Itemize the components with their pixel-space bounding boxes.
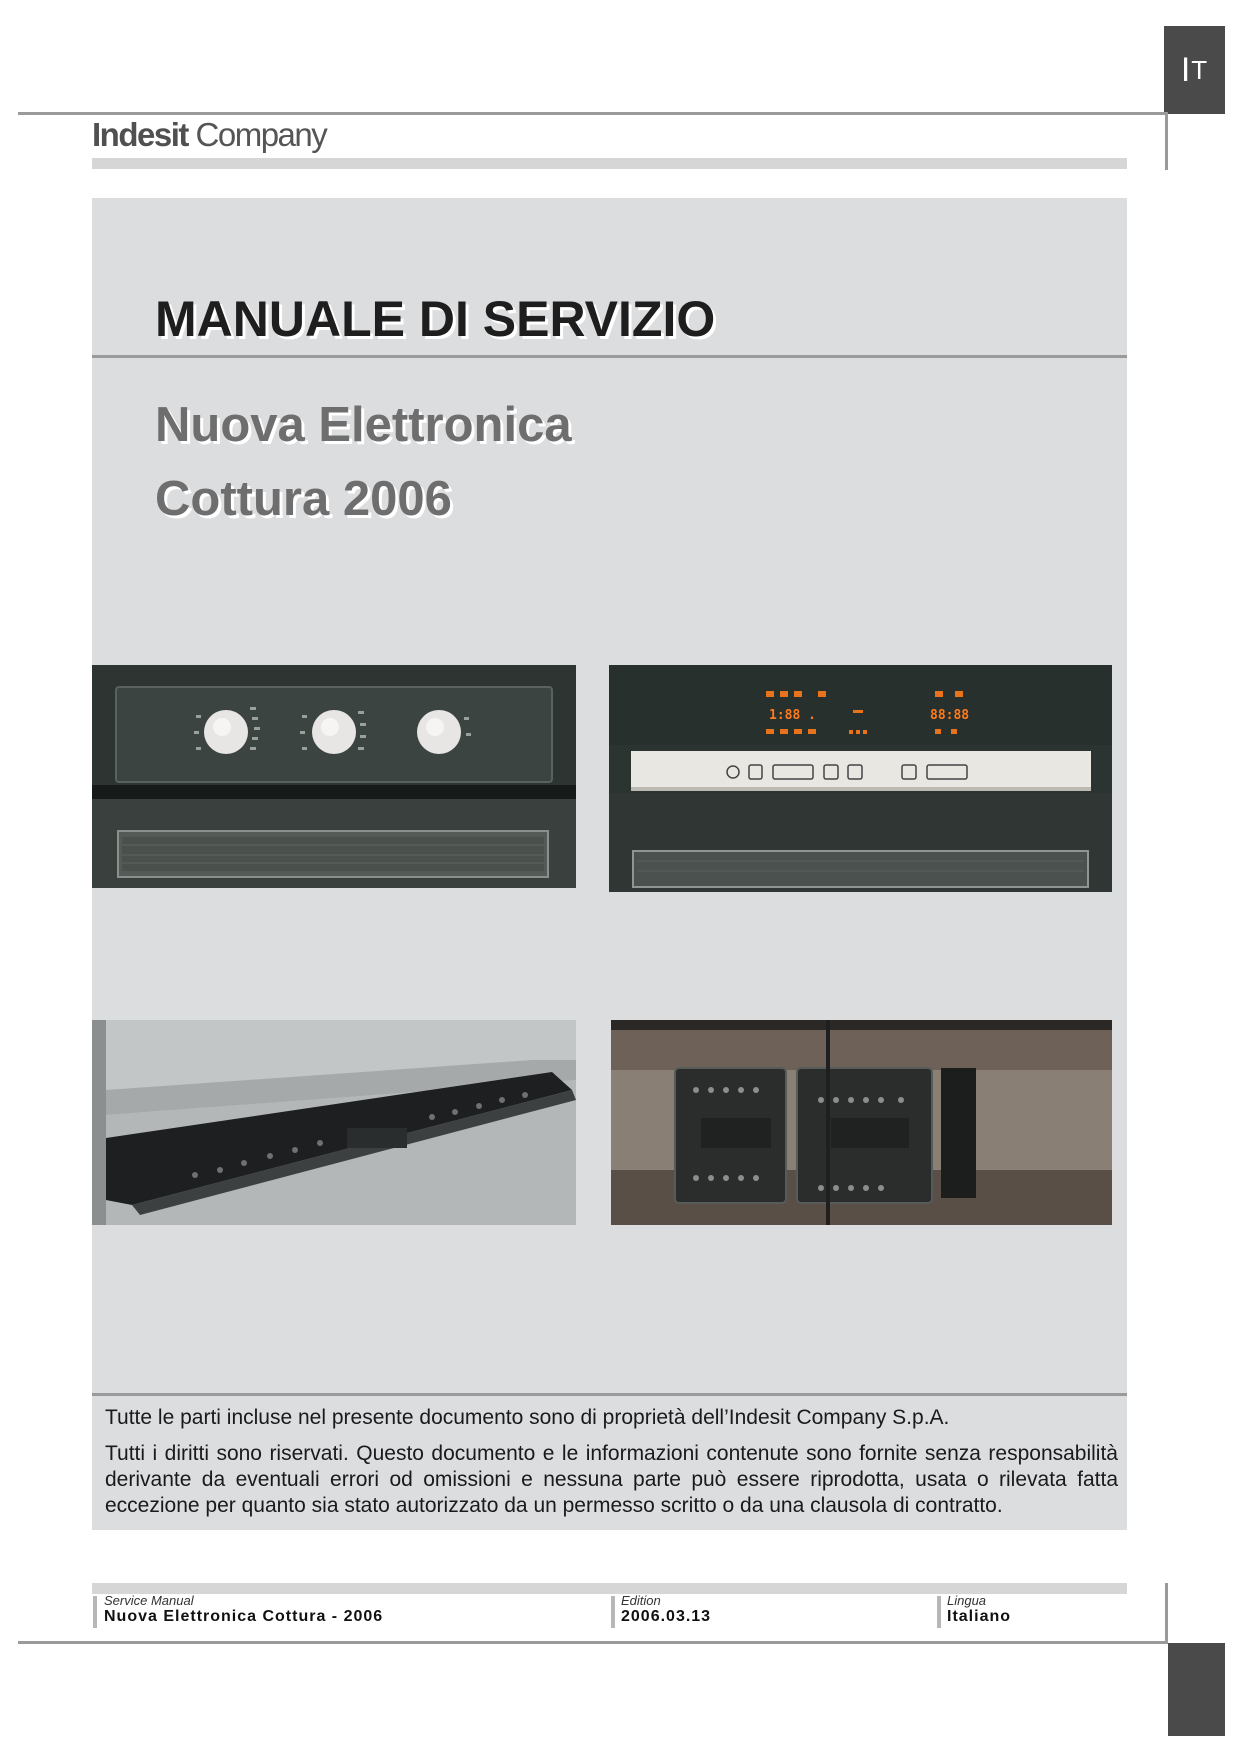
notice-line-2: Tutti i diritti sono riservati. Questo documento e le informazioni contenute sono fornite senza responsabilità derivante da eventuali errori od omissioni e nessuna parte può essere riprodotta, usata o rilevata fatta eccezione per quanto sia stato autorizzato da un permesso scritto o da una clausola di contratto. [105, 1442, 1118, 1517]
language-tab-rest: T [1191, 54, 1209, 85]
display-left-readout: 1:88 . [769, 708, 816, 723]
oven-display-photo [609, 665, 1112, 892]
copyright-notice [105, 1405, 1118, 1529]
footer-edition-label: Edition [621, 1593, 661, 1608]
footer-manual-value: Nuova Elettronica Cottura - 2006 [104, 1608, 384, 1625]
footer-divider [937, 1596, 941, 1628]
footer-divider [93, 1596, 97, 1628]
oven-touch-panel-photo [92, 1020, 576, 1225]
display-right-readout: 88:88 [930, 708, 970, 723]
brand-bold: Indesit [92, 116, 188, 153]
footer-language-value: Italiano [947, 1608, 1012, 1625]
header-bar [92, 158, 1127, 169]
oven-knobs-photo [92, 665, 576, 888]
notice-rule [92, 1393, 1127, 1396]
footer-edition [621, 1593, 921, 1629]
footer-language [947, 1593, 1127, 1629]
page-subtitle: Nuova Elettronica Cottura 2006 [155, 398, 572, 526]
footer-manual [104, 1593, 594, 1629]
language-tab [1164, 26, 1225, 114]
brand-light: Company [195, 116, 327, 153]
top-right-rule [1165, 114, 1168, 170]
brand-logo [92, 116, 326, 154]
footer-language-label: Lingua [947, 1593, 987, 1608]
footer-divider [611, 1596, 615, 1628]
footer-edition-value: 2006.03.13 [621, 1608, 712, 1625]
title-rule [92, 355, 1127, 358]
footer-manual-label: Service Manual [104, 1593, 194, 1608]
oven-dual-panel-photo [611, 1020, 1112, 1225]
page-title: MANUALE DI SERVIZIO [155, 291, 716, 347]
top-rule [18, 112, 1168, 115]
bottom-tab [1168, 1643, 1225, 1736]
notice-line-1: Tutte le parti incluse nel presente documento sono di proprietà dell’Indesit Company S.p.A. [105, 1406, 950, 1429]
footer-right-rule [1165, 1583, 1168, 1643]
language-tab-first: I [1180, 50, 1192, 89]
bottom-rule [18, 1641, 1168, 1644]
